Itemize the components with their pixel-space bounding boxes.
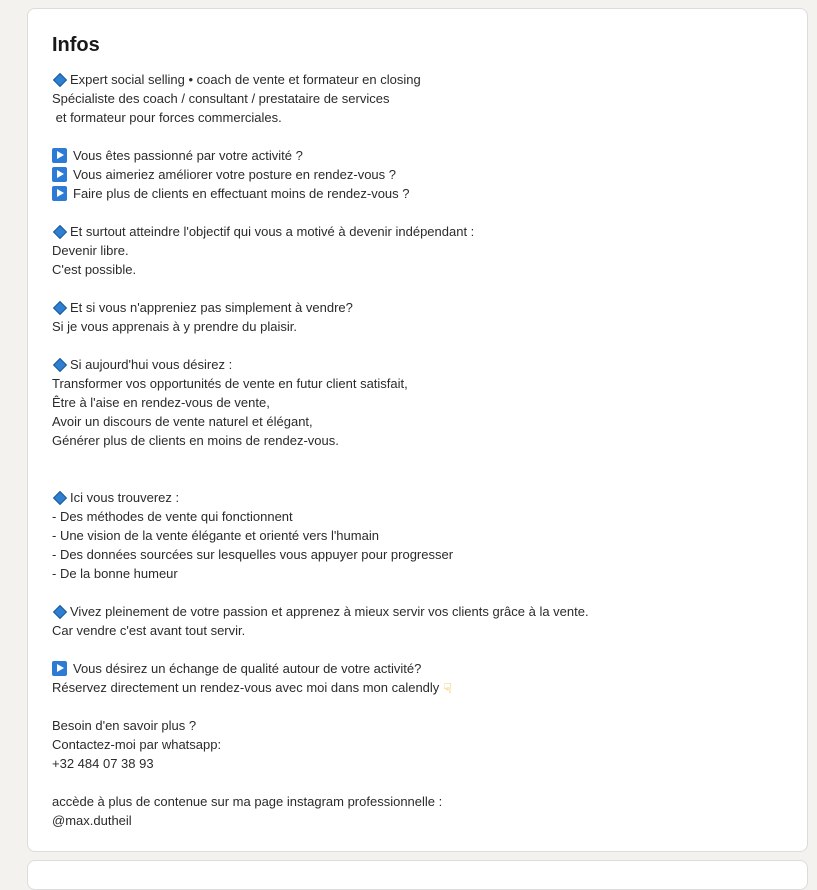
about-line [52,241,789,260]
about-line [52,792,789,811]
next-card [27,860,808,890]
about-line-text: Vous êtes passionné par votre activité ? [73,148,303,163]
about-line-text: C'est possible. [52,262,137,277]
about-line-text: - Des méthodes de vente qui fonctionnent [52,509,293,524]
about-line [52,754,789,773]
about-line-text: - Des données sourcées sur lesquelles vous appuyer pour progresser [52,547,454,562]
about-line [52,89,789,108]
about-line-text: Besoin d'en savoir plus ? [52,718,197,733]
play-icon [52,661,67,676]
about-line [52,735,789,754]
about-line [52,412,789,431]
about-line [52,393,789,412]
about-line-text: - De la bonne humeur [52,566,178,581]
about-line-text: Générer plus de clients en moins de rendez-vous. [52,433,339,448]
play-icon [52,167,67,182]
about-line [52,70,789,89]
blank-line [52,773,789,792]
about-line [52,355,789,374]
play-icon [52,186,67,201]
about-line [52,716,789,735]
diamond-icon [53,605,67,619]
about-line [52,260,789,279]
diamond-icon [53,73,67,87]
about-line-text: +32 484 07 38 93 [52,756,154,771]
about-line-text: et formateur pour forces commerciales. [52,110,282,125]
diamond-icon [53,358,67,372]
about-line-text: Vous aimeriez améliorer votre posture en rendez-vous ? [73,167,396,182]
about-line-text: Et si vous n'appreniez pas simplement à vendre? [70,300,353,315]
about-line-text: - Une vision de la vente élégante et orienté vers l'humain [52,528,379,543]
about-line [52,184,789,203]
about-line [52,811,789,830]
about-line [52,165,789,184]
about-line [52,659,789,678]
about-line [52,602,789,621]
about-line [52,222,789,241]
about-line-text: Avoir un discours de vente naturel et élégant, [52,414,313,429]
about-line-text: Devenir libre. [52,243,129,258]
about-card [27,8,808,852]
about-line [52,564,789,583]
about-line [52,678,789,697]
about-line [52,317,789,336]
blank-line [52,127,789,146]
about-line-text: @max.dutheil [52,813,132,828]
diamond-icon [53,301,67,315]
play-icon [52,148,67,163]
about-line-text: Si aujourd'hui vous désirez : [70,357,233,372]
about-line [52,526,789,545]
about-line-text: Faire plus de clients en effectuant moins de rendez-vous ? [73,186,410,201]
blank-line [52,583,789,602]
about-line-text: Expert social selling • coach de vente et formateur en closing [70,72,421,87]
about-line-text: Réservez directement un rendez-vous avec moi dans mon calendly [52,680,440,695]
about-line-text: Spécialiste des coach / consultant / prestataire de services [52,91,390,106]
about-line-text: Et surtout atteindre l'objectif qui vous a motivé à devenir indépendant : [70,224,475,239]
about-line-text: Si je vous apprenais à y prendre du plaisir. [52,319,297,334]
blank-line [52,279,789,298]
about-line-text: Être à l'aise en rendez-vous de vente, [52,395,270,410]
blank-line [52,640,789,659]
about-line [52,488,789,507]
blank-line [52,469,789,488]
about-line [52,621,789,640]
pointing-down-hand-icon: ☟ [443,680,452,697]
about-line [52,507,789,526]
diamond-icon [53,225,67,239]
about-line-text: Contactez-moi par whatsapp: [52,737,222,752]
about-line [52,298,789,317]
blank-line [52,697,789,716]
about-line [52,545,789,564]
blank-line [52,450,789,469]
about-line [52,431,789,450]
about-line [52,108,789,127]
diamond-icon [53,491,67,505]
blank-line [52,336,789,355]
about-line-text: accède à plus de contenue sur ma page instagram professionnelle : [52,794,443,809]
about-line-text: Ici vous trouverez : [70,490,180,505]
about-text [52,70,789,830]
blank-line [52,203,789,222]
about-line-text: Vous désirez un échange de qualité autour de votre activité? [73,661,422,676]
about-line [52,146,789,165]
about-line-text: Transformer vos opportunités de vente en futur client satisfait, [52,376,408,391]
section-title: Infos [52,34,100,56]
about-line-text: Car vendre c'est avant tout servir. [52,623,246,638]
about-line [52,374,789,393]
about-line-text: Vivez pleinement de votre passion et apprenez à mieux servir vos clients grâce à la vente. [70,604,589,619]
